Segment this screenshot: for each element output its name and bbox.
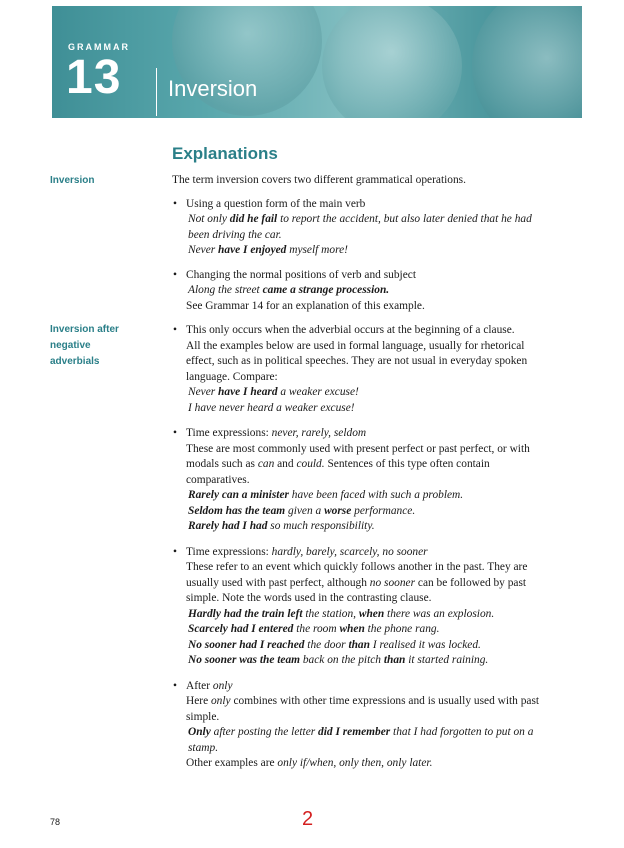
example: Never have I heard a weaker excuse! [188,386,359,398]
example: Scarcely had I entered the room when the phone rang. [188,623,440,635]
banner-photo [472,6,582,118]
example: No sooner was the team back on the pitch than it started raining. [188,654,489,666]
example: Seldom has the team given a worse performance. [188,504,416,517]
banner-photo [322,6,462,118]
intro-text: The term inversion covers two different grammatical operations. [172,174,466,186]
list-item: • This only occurs when the adverbial occurs at the beginning of a clause. All the examples below are used in formal language, usually for rhetorical effect, such as in political speeches. They are not usual in everyday spoken language. Compare: Never have I heard a weaker excuse! I have never heard a weaker excuse! [172,323,590,416]
example: Along the street came a strange procession. [188,284,390,296]
note-text: See Grammar 14 for an explanation of this example. [186,299,425,312]
bullet-text: • Time expressions: never, rarely, seldom [172,426,590,442]
page-mark: 2 [302,808,314,830]
example: Not only did he fail to report the accident, but also later denied that he had [188,213,532,225]
explanations-body [172,173,590,772]
chapter-label: GRAMMAR [68,42,130,52]
chapter-banner [52,6,582,118]
bullet-text: • Changing the normal positions of verb and subject [172,268,590,284]
list-item [172,197,590,259]
example: Hardly had the train left the station, when there was an explosion. [188,607,495,620]
sidebar-label-inversion: Inversion [50,175,95,186]
section-heading: Explanations [172,144,278,163]
chapter-number: 13 [66,51,122,104]
example: I have never heard a weaker excuse! [188,401,355,414]
example: Never have I enjoyed myself more! [188,244,348,256]
list-item: • Time expressions: hardly, barely, scarcely, no sooner These refer to an event which quickly follows another in the past. They are usually used with past perfect, although no sooner can be followed by past simple. Note the words used in the contrasting clause. Hardly had the train left the station, when there was an explosion. Scarcely had I entered the room when the phone rang. No sooner had I reached the door than I realised it was locked. No sooner was the team back on the pitch than it started raining. [172,545,590,669]
list-item [172,268,590,315]
example: stamp. [188,741,219,754]
bullet-text: • Time expressions: hardly, barely, scarcely, no sooner [172,545,590,561]
bullet-text: • This only occurs when the adverbial occurs at the beginning of a clause. [172,323,590,339]
bullet-text: • Using a question form of the main verb [172,197,590,213]
page-number: 78 [50,817,61,827]
example: been driving the car. [188,228,282,241]
bullet-text: • After only [172,679,590,695]
example: Rarely can a minister have been faced with such a problem. [188,489,464,501]
example: Rarely had I had so much responsibility. [188,520,375,532]
chapter-title: Inversion [168,76,258,101]
sidebar-label-negative-adverbials: Inversion after negative adverbials [50,324,119,367]
list-item: • Time expressions: never, rarely, seldom These are most commonly used with present perfect or past perfect, or with modals such as can and could. Sentences of this type often contain comparatives. Rarely can a minister have been faced with such a problem. Seldom has the team given a worse performance. Rarely had I had so much responsibility. [172,426,590,535]
example: No sooner had I reached the door than I realised it was locked. [188,638,481,651]
list-item: • After only Here only combines with other time expressions and is usually used with past simple. Only after posting the letter did I remember that I had forgotten to put on a stamp. Other examples are only if/when, only then, only later. [172,679,590,772]
example: Only after posting the letter did I remember that I had forgotten to put on a [188,726,534,738]
banner-divider [156,68,157,116]
